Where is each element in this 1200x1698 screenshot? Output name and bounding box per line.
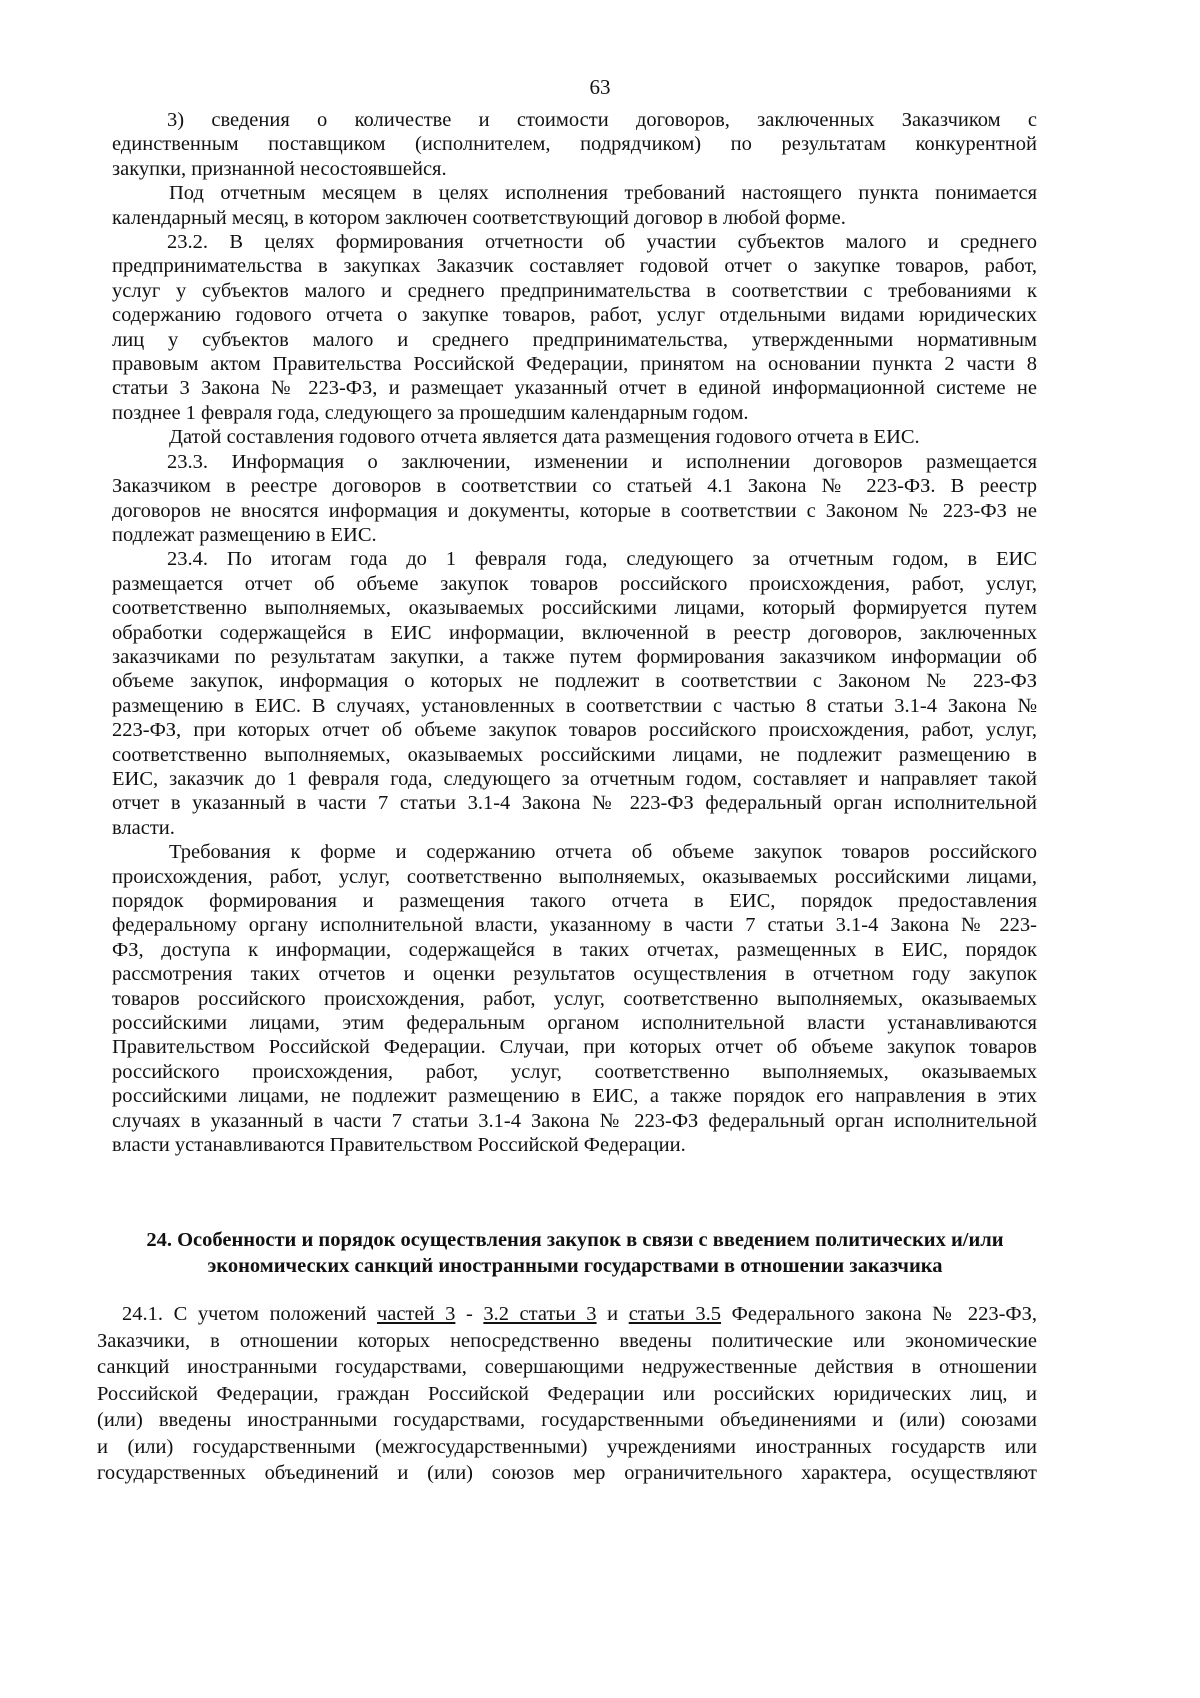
text-line: правовым актом Правительства Российской Федерации, принятом на основании пункта 2 части 8 (112, 353, 1037, 376)
text-line: подлежат размещению в ЕИС. (112, 523, 377, 546)
text-line: Правительством Российской Федерации. Случаи, при которых отчет об объеме закупок товаров (112, 1036, 1037, 1059)
text-line: отчет в указанный в части 7 статьи 3.1-4 Закона № 223-ФЗ федеральный орган исполнительной (112, 792, 1037, 815)
text-line: власти. (112, 816, 175, 839)
law-reference-link[interactable]: частей 3 (377, 1303, 456, 1325)
heading-line: экономических санкций иностранными государствами в отношении заказчика (207, 1255, 943, 1277)
text-line: Требования к форме и содержанию отчета об объеме закупок товаров российского (169, 841, 1037, 864)
paragraph-24-1-first-line (97, 1301, 1037, 1328)
text-line: 23.3. Информация о заключении, изменении и исполнении договоров размещается (167, 450, 1037, 473)
text-line: заказчиками по результатам закупки, а также путем формирования заказчиком информации об (112, 645, 1037, 668)
text-line: и (или) государственными (межгосударственными) учреждениями иностранных государств или (97, 1435, 1037, 1458)
text-line: 23.4. По итогам года до 1 февраля года, следующего за отчетным годом, в ЕИС (167, 548, 1037, 571)
text-line: 23.2. В целях формирования отчетности об участии субъектов малого и среднего (167, 231, 1037, 254)
text-line: единственным поставщиком (исполнителем, подрядчиком) по результатам конкурентной (112, 133, 1037, 156)
page-number: 63 (589, 75, 611, 99)
text-line: предпринимательства в закупках Заказчик составляет годовой отчет о закупке товаров, работ, (112, 255, 1037, 278)
text-line: размещению в ЕИС. В случаях, установленных в соответствии с частью 8 статьи 3.1-4 Закона № (112, 694, 1037, 717)
section-24-1-text (97, 1301, 1037, 1487)
text-line: порядок формирования и размещения такого отчета в ЕИС, порядок предоставления (112, 890, 1037, 912)
text-line: государственных объединений и (или) союзов мер ограничительного характера, осуществляют (97, 1462, 1037, 1484)
section-24-heading (95, 1227, 1055, 1279)
text-line: обработки содержащейся в ЕИС информации, включенной в реестр договоров, заключенных (112, 621, 1037, 644)
text-line: содержанию годового отчета о закупке товаров, работ, услуг отдельными видами юридических (112, 304, 1037, 327)
text-line: объеме закупок, информация о которых не подлежит в соответствии с Законом № 223-ФЗ (112, 670, 1037, 693)
text-line: услуг у субъектов малого и среднего предпринимательства в соответствии с требованиями к (112, 279, 1037, 302)
text-span: 24.1. С учетом положений (122, 1303, 377, 1325)
text-line: 3) сведения о количестве и стоимости договоров, заключенных Заказчиком с (167, 109, 1037, 131)
text-line: российскими лицами, этим федеральным органом исполнительной власти устанавливаются (112, 1012, 1037, 1035)
law-reference-link[interactable]: статьи 3.5 (628, 1303, 722, 1325)
text-line: случаях в указанный в части 7 статьи 3.1-4 Закона № 223-ФЗ федеральный орган исполнительной (112, 1109, 1037, 1132)
text-span: - (455, 1303, 484, 1325)
text-line: Заказчиком в реестре договоров в соответствии со статьей 4.1 Закона № 223-ФЗ. В реестр (112, 475, 1037, 498)
law-reference-link[interactable]: 3.2 статьи 3 (483, 1303, 597, 1325)
text-line: закупки, признанной несостоявшейся. (112, 157, 447, 180)
text-line: рассмотрения таких отчетов и оценки результатов осуществления в отчетном году закупок (112, 963, 1037, 986)
text-line: соответственно выполняемых, оказываемых российскими лицами, который формируется путем (112, 597, 1037, 620)
text-line: позднее 1 февраля года, следующего за прошедшим календарным годом. (112, 401, 749, 424)
text-line: Датой составления годового отчета является дата размещения годового отчета в ЕИС. (169, 426, 920, 449)
text-line: ФЗ, доступа к информации, содержащейся в таких отчетах, размещенных в ЕИС, порядок (112, 938, 1037, 961)
text-line: статьи 3 Закона № 223-ФЗ, и размещает указанный отчет в единой информационной системе не (112, 377, 1037, 400)
text-line: товаров российского происхождения, работ, услуг, соответственно выполняемых, оказываемых (112, 987, 1037, 1010)
text-line: федеральному органу исполнительной власти, указанному в части 7 статьи 3.1-4 Закона № 223- (112, 914, 1037, 937)
text-line: (или) введены иностранными государствами, государственными объединениями и (или) союзами (97, 1409, 1037, 1431)
text-line: российского происхождения, работ, услуг, соответственно выполняемых, оказываемых (112, 1060, 1037, 1083)
text-line: соответственно выполняемых, оказываемых российскими лицами, не подлежит размещению в (112, 743, 1037, 766)
text-line: санкций иностранными государствами, совершающими недружественные действия в отношении (97, 1356, 1037, 1378)
text-line: календарный месяц, в котором заключен соответствующий договор в любой форме. (112, 206, 846, 229)
text-line: власти устанавливаются Правительством Российской Федерации. (112, 1134, 686, 1157)
text-line: 223-ФЗ, при которых отчет об объеме закупок товаров российского происхождения, работ, услуг, (112, 719, 1037, 742)
text-line: Под отчетным месяцем в целях исполнения требований настоящего пункта понимается (169, 182, 1037, 205)
text-line: Заказчики, в отношении которых непосредственно введены политические или экономические (97, 1329, 1037, 1352)
text-span: Федерального закона № 223-ФЗ, (721, 1303, 1037, 1325)
text-line: размещается отчет об объеме закупок товаров российского происхождения, работ, услуг, (112, 572, 1037, 595)
text-line: Российской Федерации, граждан Российской Федерации или российских юридических лиц, и (97, 1382, 1037, 1405)
text-line: российскими лицами, не подлежит размещению в ЕИС, а также порядок его направления в этих (112, 1085, 1037, 1108)
text-line: происхождения, работ, услуг, соответственно выполняемых, оказываемых российскими лицами, (112, 865, 1037, 888)
section-23-text (112, 108, 1037, 1157)
text-span: и (596, 1303, 629, 1325)
text-line: лиц у субъектов малого и среднего предпринимательства, утвержденными нормативным (112, 328, 1037, 351)
text-line: договоров не вносятся информация и документы, которые в соответствии с Законом № 223-ФЗ не (112, 499, 1037, 522)
text-line: ЕИС, заказчик до 1 февраля года, следующего за отчетным годом, составляет и направляет такой (112, 767, 1037, 790)
heading-line: 24. Особенности и порядок осуществления закупок в связи с введением политических и/или (146, 1229, 1004, 1251)
